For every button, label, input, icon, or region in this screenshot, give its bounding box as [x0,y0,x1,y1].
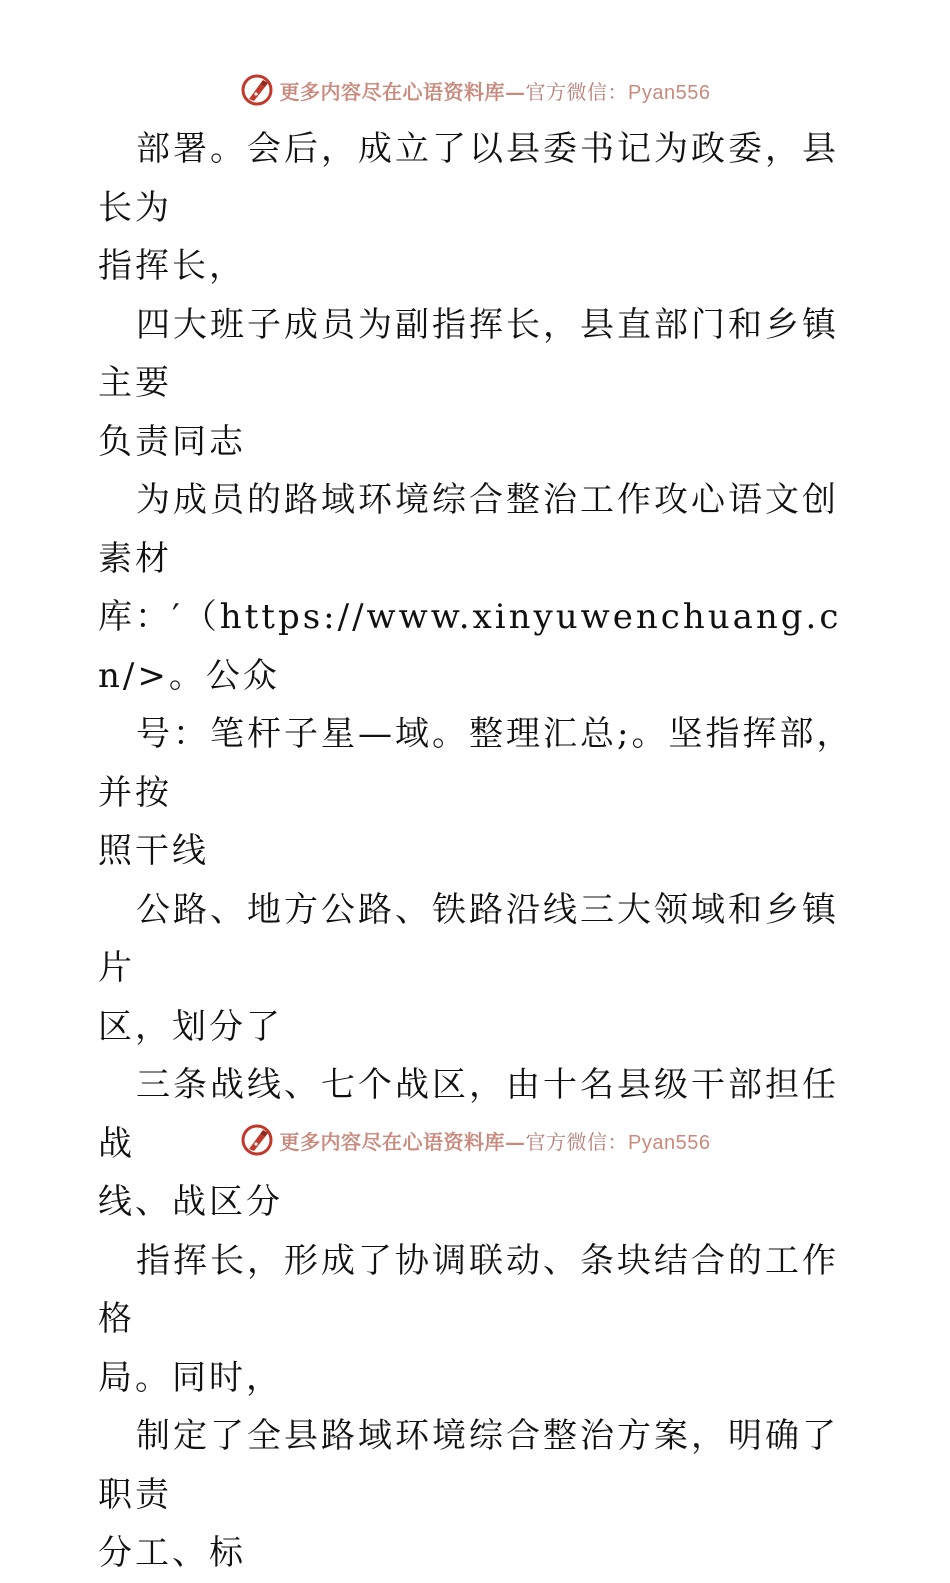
paragraph-continuation: 指挥长， [98,246,246,286]
paragraph-line: 制定了全县路域环境综合整治方案，明确了职责 [98,1416,839,1515]
watermark-wechat-id: Pyan556 [628,1131,711,1154]
paragraph-line: 三条战线、七个战区，由十名县级干部担任战 [98,1065,839,1164]
watermark-dash: — [505,1129,526,1154]
paragraph-line: 为成员的路域环境综合整治工作攻心语文创素材 [98,480,839,579]
paragraph-continuation: 库：′（https://www.xinyuwenchuang.cn/>。公众 [98,597,842,696]
watermark-wechat-label: 官方微信： [525,1129,629,1154]
watermark-dash: — [505,79,526,104]
paragraph [98,296,858,472]
paragraph-line: 四大班子成员为副指挥长，县直部门和乡镇主要 [98,304,839,403]
paragraph-continuation: 负责同志 [98,421,246,462]
paragraph-continuation: 线、战区分 [98,1182,283,1222]
paragraph-continuation: 照干线 [98,831,209,871]
watermark-wechat-label: 官方微信： [525,79,629,104]
paragraph-continuation: 区，划分了 [98,1006,283,1047]
paragraph-continuation: 分工、标 [98,1533,246,1573]
pen-nib-circle-icon [240,1123,274,1157]
paragraph-line: 部署。会后，成立了以县委书记为政委，县长为 [98,129,839,228]
paragraph-continuation: 局。同时， [98,1357,283,1398]
paragraph [98,120,858,296]
paragraph [98,881,858,1057]
paragraph [98,705,858,881]
watermark-title: 更多内容尽在心语资料库 [279,1129,506,1154]
paragraph-line: 公路、地方公路、铁路沿线三大领域和乡镇片 [98,889,839,988]
paragraph-line: 号：笔杆子星—域。整理汇总;。坚指挥部，并按 [98,714,854,813]
pen-nib-circle-icon [240,73,274,107]
paragraph-line: 指挥长，形成了协调联动、条块结合的工作格 [98,1240,839,1339]
header-watermark [0,70,950,110]
paragraph [98,471,858,705]
paragraph [98,1232,858,1408]
watermark-text [280,76,711,105]
watermark-wechat-id: Pyan556 [628,81,711,104]
watermark-title: 更多内容尽在心语资料库 [279,79,506,104]
footer-watermark [0,1120,950,1160]
document-body [98,120,858,1583]
watermark-text [280,1126,711,1155]
paragraph [98,1407,858,1583]
